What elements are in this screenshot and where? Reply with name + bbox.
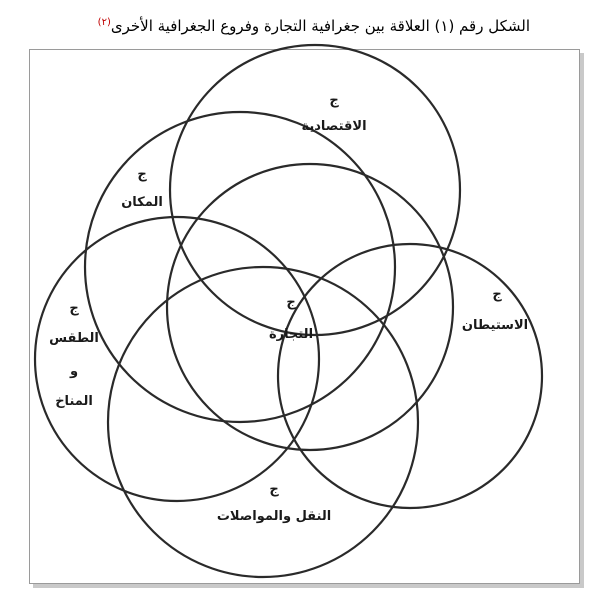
label-economic-prefix: ج [329, 93, 339, 108]
label-transport-prefix: ج [269, 482, 279, 497]
label-economic: الاقتصادية [301, 119, 367, 134]
label-transport: النقل والمواصلات [216, 509, 332, 524]
caption-reference: (٢) [97, 17, 111, 28]
label-trade-prefix: ج [286, 295, 296, 310]
caption-text: الشكل رقم (١) العلاقة بين جغرافية التجارة وفروع الجغرافية الأخرى [110, 17, 530, 35]
label-weather-prefix: ج [69, 301, 79, 316]
label-weather-and: و [69, 364, 79, 379]
label-climate: المناخ [55, 394, 93, 409]
circle-economic [170, 45, 460, 335]
label-trade: التجارة [268, 327, 314, 342]
label-place-prefix: ج [137, 167, 147, 182]
label-settlement-prefix: ج [492, 287, 502, 302]
label-weather: الطقس [49, 331, 99, 346]
circle-transport [108, 267, 418, 577]
circle-place [85, 112, 395, 422]
label-settlement: الاستيطان [461, 318, 529, 333]
label-place: المكان [121, 195, 163, 210]
